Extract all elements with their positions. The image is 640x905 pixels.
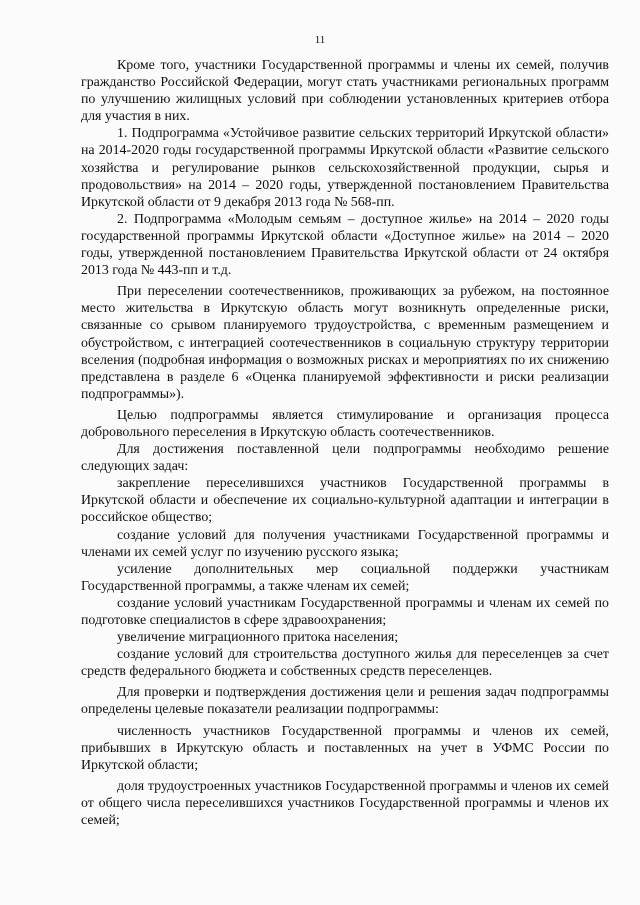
paragraph-subprogram-goal: Целью подпрограммы является стимулирование и организация процесса добровольного переселения в Иркутскую область соотечественников. <box>81 407 609 440</box>
page-number: 11 <box>314 34 326 46</box>
task-item: создание условий участникам Государственной программы и членам их семей по подготовке специалистов в сфере здравоохранения; <box>81 595 609 628</box>
paragraph-indicators-intro: Для проверки и подтверждения достижения цели и решения задач подпрограммы определены целевые показатели реализации подпрограммы: <box>81 685 609 718</box>
task-item: закрепление переселившихся участников Государственной программы в Иркутской области и обеспечение их социально-культурной адаптации и интеграции в российское общество; <box>81 476 609 526</box>
task-item: увеличение миграционного притока населения; <box>117 630 399 646</box>
task-item: создание условий для получения участниками Государственной программы и членами их семей услуг по изучению русского языка; <box>81 527 609 560</box>
document-body <box>81 57 609 829</box>
indicator-item: численность участников Государственной программы и членов их семей, прибывших в Иркутскую область и поставленных на учет в УФМС России по Иркутской области; <box>81 723 609 773</box>
indicator-item: доля трудоустроенных участников Государственной программы и членов их семей от общего числа переселившихся участников Государственной программы и членов их семей; <box>81 778 609 829</box>
paragraph-citizenship-programs: Кроме того, участники Государственной программы и члены их семей, получив гражданство Российской Федерации, могут стать участниками региональных программ по улучшению жилищных условий при соблюдении установленных критериев отбора для участия в них. <box>81 58 609 125</box>
paragraph-tasks-intro: Для достижения поставленной цели подпрограммы необходимо решение следующих задач: <box>81 442 609 475</box>
paragraph-resettlement-risks: При переселении соотечественников, проживающих за рубежом, на постоянное место жительства в Иркутскую область могут возникнуть определенные риски, связанные со срывом планируемого трудоустройства, с временным размещением и обустройством, с интеграцией соотечественников в социальную структуру территории вселения (подробная информация о возможных рисках и мероприятиях по их снижению представлена в разделе 6 «Оценка планируемой эффективности и риски реализации подпрограммы»). <box>81 284 609 402</box>
task-item: создание условий для строительства доступного жилья для переселенцев за счет средств федерального бюджета и собственных средств переселенцев. <box>81 647 609 680</box>
task-item: усиление дополнительных мер социальной поддержки участникам Государственной программы, а также членам их семей; <box>81 561 609 594</box>
paragraph-subprogram-rural: 1. Подпрограмма «Устойчивое развитие сельских территорий Иркутской области» на 2014-2020 годы государственной программы Иркутской области «Развитие сельского хозяйства и регулирование рынков сельскохозяйственной продукции, сырья и продовольствия» на 2014 – 2020 годы, утвержденной постановлением Правительства Иркутской области от 9 декабря 2013 года № 568-пп. <box>81 126 609 210</box>
paragraph-subprogram-young-families: 2. Подпрограмма «Молодым семьям – доступное жилье» на 2014 – 2020 годы государственной программы Иркутской области «Доступное жилье» на 2014 – 2020 годы, утвержденной постановлением Правительства Иркутской области от 24 октября 2013 года № 443-пп и т.д. <box>81 211 609 279</box>
